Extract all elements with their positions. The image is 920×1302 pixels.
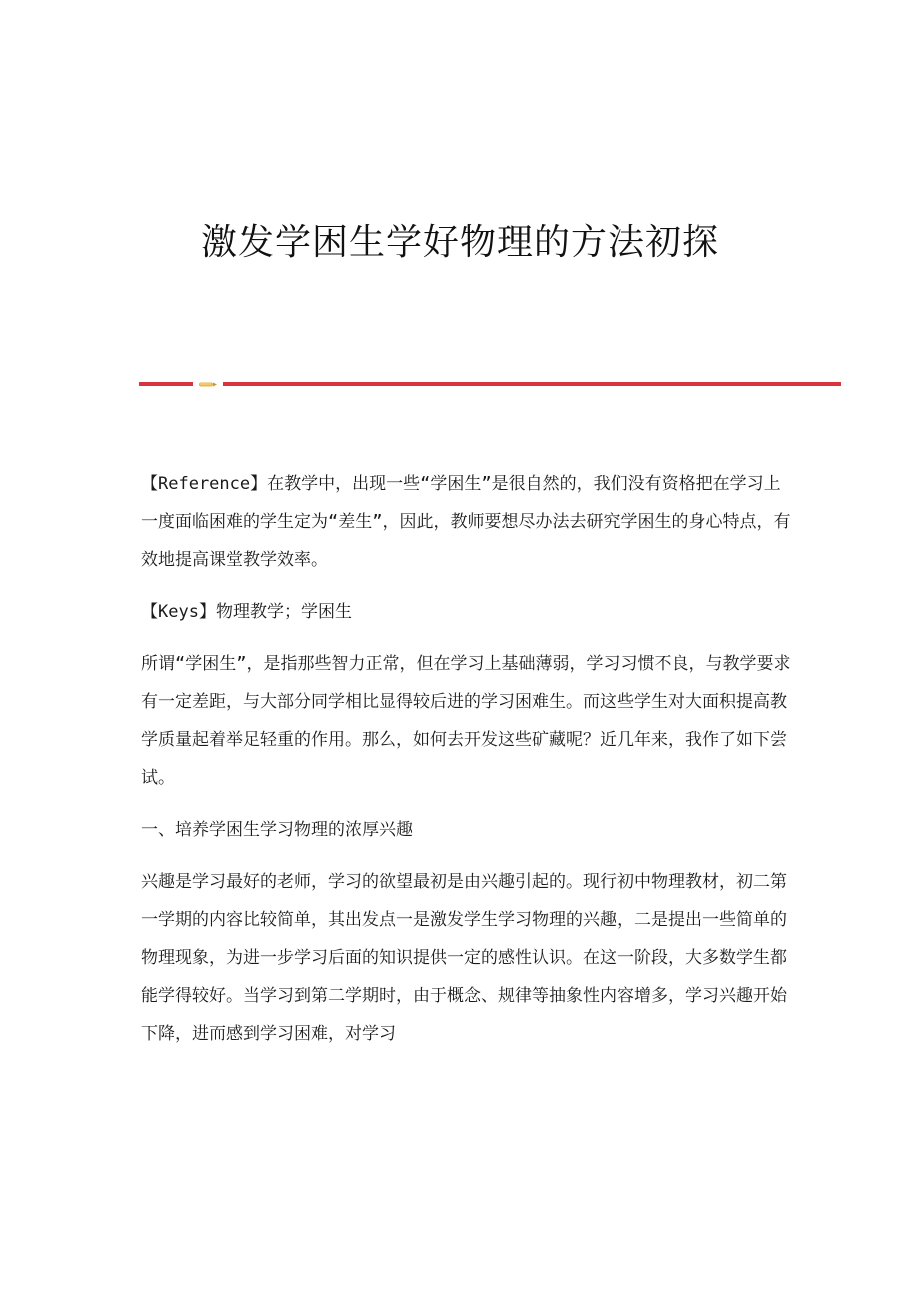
section-paragraph: 兴趣是学习最好的老师，学习的欲望最初是由兴趣引起的。现行初中物理教材，初二第一学期的内容比较简单，其出发点一是激发学生学习物理的兴趣，二是提出一些简单的物理现象，为进一步学习后面的知识提供一定的感性认识。在这一阶段，大多数学生都能学得较好。当学习到第二学期时，由于概念、规律等抽象性内容增多，学习兴趣开始下降，进而感到学习困难，对学习: [141, 872, 787, 1044]
title-divider: [139, 381, 841, 387]
divider-left-segment: [139, 382, 193, 386]
divider-right-segment: [223, 382, 841, 386]
document-body: [141, 465, 791, 1067]
intro-paragraph: 所谓“学困生”，是指那些智力正常，但在学习上基础薄弱，学习习惯不良，与教学要求有一定差距，与大部分同学相比显得较后进的学习困难生。而这些学生对大面积提高教学质量起着举足轻重的作用。那么，如何去开发这些矿藏呢？近几年来，我作了如下尝试。: [141, 654, 791, 788]
pencil-ornament-icon: [197, 381, 217, 388]
section-heading: 一、培养学困生学习物理的浓厚兴趣: [141, 820, 413, 840]
keywords-paragraph: 【Keys】物理教学；学困生: [141, 602, 352, 622]
document-title: 激发学困生学好物理的方法初探: [200, 222, 719, 263]
abstract-paragraph: 【Reference】在教学中，出现一些“学困生”是很自然的，我们没有资格把在学习上一度面临困难的学生定为“差生”，因此，教师要想尽办法去研究学困生的身心特点，有效地提高课堂教学效率。: [141, 474, 791, 570]
